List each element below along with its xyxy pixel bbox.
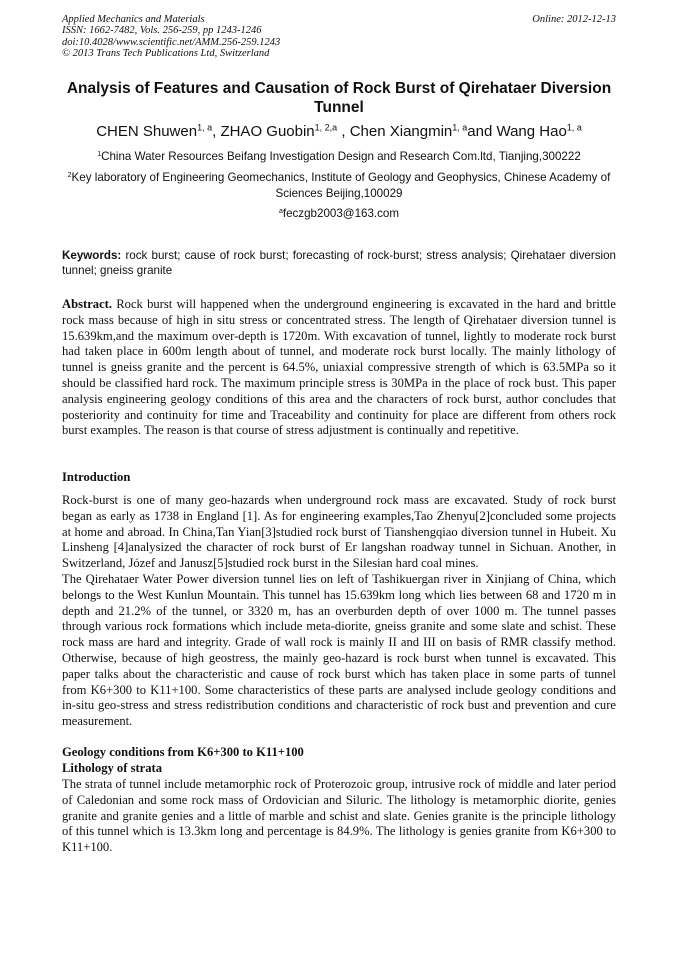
journal-header [62, 14, 616, 60]
lithology-subheading: Lithology of strata [62, 761, 163, 775]
author-list: CHEN Shuwen$^{1, a}$, ZHAO Guobin$^{1, 2,a}$ , Chen Xiangmin$^{1, a}$and Wang Hao$^{1, a}$ [96, 122, 582, 140]
copyright-line: © 2013 Trans Tech Publications Ltd, Switzerland [62, 48, 270, 60]
keywords-text: rock burst; cause of rock burst; forecasting of rock-burst; stress analysis; Qirehataer diversion tunnel; gneiss granite [62, 249, 616, 277]
paragraph: The strata of tunnel include metamorphic rock of Proterozoic group, intrusive rock of middle and later period of Caledonian and some rock mass of Ordovician and Siluric. The lithology is metamorphic diorite, genies granite and granite genies and a little of marble and schist and slate. Genies granite is the principle lithology of this tunnel which is 13.3km long and percentage is 84.9%. The lithology is genies granite from K6+300 to K11+100. [62, 777, 616, 855]
author-name: CHEN Shuwen [96, 123, 198, 140]
author-name: Chen Xiangmin [349, 123, 453, 140]
author-superscript: 1, 2,a [314, 122, 338, 133]
keywords-label: Keywords: [62, 249, 122, 262]
introduction-body [62, 493, 616, 730]
paper-title: Analysis of Features and Causation of Rock Burst of Qirehataer Diversion Tunnel [66, 80, 612, 116]
introduction-heading: Introduction [62, 470, 131, 484]
affiliation-1: $^1$China Water Resources Beifang Investigation Design and Research Com.ltd, Tianjing,300222 [97, 150, 581, 163]
geology-heading: Geology conditions from K6+300 to K11+100 [62, 745, 304, 759]
author-superscript: 1, a [197, 122, 213, 133]
paragraph: Rock-burst is one of many geo-hazards when underground rock mass are excavated. Study of rock burst began as early as 1738 in England [1]. As for engineering examples,Tao Zhenyu[2]concluded some projects at home and abroad. In China,Tan Yian[3]studied rock burst of Tianshengqiao diversion tunnel in Hubeit. Xu Linsheng [4]analysized the character of rock burst of Er langshan roadway tunnel in Sichuan. Another, in Switzerland, Józef and Janusz[5]studied rock burst in the Silesian hard coal mines. [62, 493, 616, 571]
author-name: Wang Hao [496, 123, 567, 140]
geology-body [62, 777, 616, 856]
abstract-text: Rock burst will happened when the underground engineering is excavated in the hard and brittle rock mass because of high in situ stress or concentrated stress. The length of Qirehataer diversion tunnel is 15.639km,and the maximum over-depth is 1720m. With excavation of tunnel, lightly to moderate rock burst had taken place in 600m length about of tunnel, and moderate rock burst locally. The mainly lithology of tunnel is gneiss granite and the percent is 64.5%, uniaxial compressive strength of which is 63.5MPa so it should be classified hard rock. The maximum principle stress is 30MPa in the place of rock bust. This paper analysis engineering geology conditions of this area and the characters of rock burst, author concludes that posteriority and continuity for time and Traceability and continuity for place are different from others rock burst examples. The reason is that course of stress adjustment is continually and repetitive. [62, 297, 617, 438]
doi-line[interactable]: doi:10.4028/www.scientific.net/AMM.256-259.1243 [62, 36, 281, 48]
online-date: Online: 2012-12-13 [532, 14, 616, 25]
issn-line: ISSN: 1662-7482, Vols. 256-259, pp 1243-1246 [62, 25, 262, 37]
paragraph: The Qirehataer Water Power diversion tunnel lies on left of Tashikuergan river in Xinjiang of China, which belongs to the West Kunlun Mountain. This tunnel has 15.639km long which lies between 68 and 1720 m in depth and 21.2% of the tunnel, or 3320 m, has an overburden depth of over 1000 m. The tunnel passes through various rock formations which include meta-diorite, gneiss granite and some slate and schist. These rock mass are hard and integrity. Grade of wall rock is mainly II and III on basis of RMR classify method. Otherwise, because of high geostress, the mainly geo-hazard is rock burst when tunnel is excavated. This paper talks about the characteristic and cause of rock burst which has taken place in some parts of tunnel from K6+300 to K11+100. Some characteristics of these parts are analysed include geology conditions and in-situ geo-stress and stress redistribution conditions and characteristic of rock bust and prevention and cure measurement. [62, 571, 616, 729]
abstract [62, 297, 616, 439]
affiliation-2: $^2$Key laboratory of Engineering Geomechanics, Institute of Geology and Geophysics, Chinese Academy of Sciences Beijing,100029 [67, 171, 611, 200]
author-name: ZHAO Guobin [220, 123, 315, 140]
keywords [62, 248, 616, 278]
journal-name: Applied Mechanics and Materials [62, 14, 205, 25]
author-superscript: 1, a [452, 122, 468, 133]
contact-email[interactable]: $^a$feczgb2003@163.com [278, 207, 400, 220]
abstract-label: Abstract. [62, 297, 113, 311]
author-superscript: 1, a [566, 122, 582, 133]
